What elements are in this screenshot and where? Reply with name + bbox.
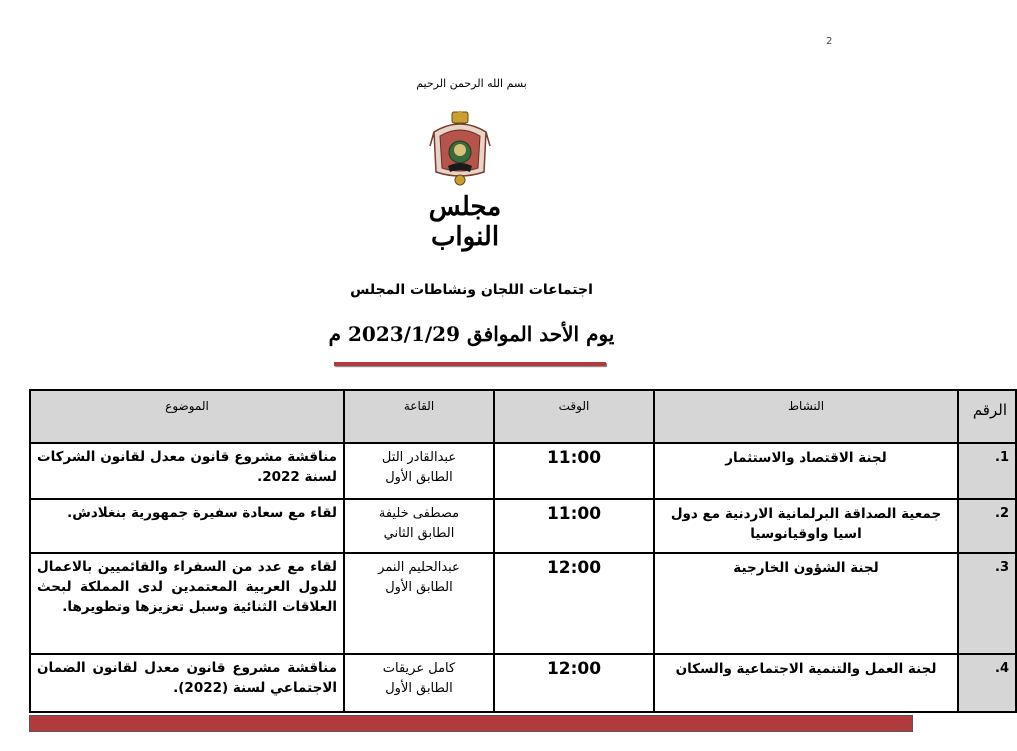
row-number: 3. bbox=[958, 553, 1016, 654]
hall-name: عبدالحليم النمر bbox=[378, 560, 460, 575]
footer-bar-divider bbox=[29, 715, 913, 732]
basmala: بسم الله الرحمن الرحيم bbox=[416, 77, 527, 90]
row-subject: لقاء مع عدد من السفراء والقائميين بالاعمال للدول العربية المعتمدين لدى المملكة لبحث العلاقات الثنائية وسبل تعزيزها وتطويرها. bbox=[30, 553, 344, 654]
row-time: 11:00 bbox=[494, 499, 654, 553]
row-time: 11:00 bbox=[494, 443, 654, 499]
row-number: 2. bbox=[958, 499, 1016, 553]
date-heading: يوم الأحد الموافق 2023/1/29 م bbox=[328, 322, 615, 346]
row-number: 4. bbox=[958, 654, 1016, 712]
row-time: 12:00 bbox=[494, 553, 654, 654]
royal-emblem-icon bbox=[428, 110, 492, 188]
hall-name: كامل عريقات bbox=[382, 661, 456, 676]
row-hall bbox=[344, 654, 494, 712]
header-subject: الموضوع bbox=[30, 390, 344, 443]
header-hall: القاعة bbox=[344, 390, 494, 443]
date-underline-divider bbox=[334, 362, 606, 366]
hall-floor: الطابق الأول bbox=[385, 580, 453, 595]
row-activity: لجنة الشؤون الخارجية bbox=[654, 553, 958, 654]
hall-name: مصطفى خليفة bbox=[378, 506, 460, 521]
hall-floor: الطابق الأول bbox=[385, 681, 453, 696]
row-hall bbox=[344, 553, 494, 654]
hall-floor: الطابق الأول bbox=[385, 470, 453, 485]
page-corner-mark: 2 bbox=[826, 36, 833, 47]
row-activity: لجنة العمل والتنمية الاجتماعية والسكان bbox=[654, 654, 958, 712]
row-hall bbox=[344, 499, 494, 553]
agenda-table bbox=[29, 389, 1017, 713]
hall-name: عبدالقادر التل bbox=[381, 450, 457, 465]
table-row bbox=[30, 654, 1016, 712]
row-activity: لجنة الاقتصاد والاستثمار bbox=[654, 443, 958, 499]
row-subject: مناقشة مشروع قانون معدل لقانون الشركات لسنة 2022. bbox=[30, 443, 344, 499]
logo-text: مجلس النواب bbox=[428, 192, 502, 252]
header-time: الوقت bbox=[494, 390, 654, 443]
table-header-row bbox=[30, 390, 1016, 443]
table-row bbox=[30, 553, 1016, 654]
row-subject: لقاء مع سعادة سفيرة جمهورية بنغلادش. bbox=[30, 499, 344, 553]
row-hall bbox=[344, 443, 494, 499]
row-number: 1. bbox=[958, 443, 1016, 499]
row-time: 12:00 bbox=[494, 654, 654, 712]
table-row bbox=[30, 499, 1016, 553]
row-subject: مناقشة مشروع قانون معدل لقانون الضمان الاجتماعي لسنة (2022). bbox=[30, 654, 344, 712]
table-row bbox=[30, 443, 1016, 499]
row-activity: جمعية الصداقة البرلمانية الاردنية مع دول اسيا واوقيانوسيا bbox=[654, 499, 958, 553]
header-number: الرقم bbox=[958, 390, 1016, 443]
hall-floor: الطابق الثاني bbox=[383, 526, 455, 541]
header-activity: النشاط bbox=[654, 390, 958, 443]
page-title: اجتماعات اللجان ونشاطات المجلس bbox=[350, 282, 593, 298]
